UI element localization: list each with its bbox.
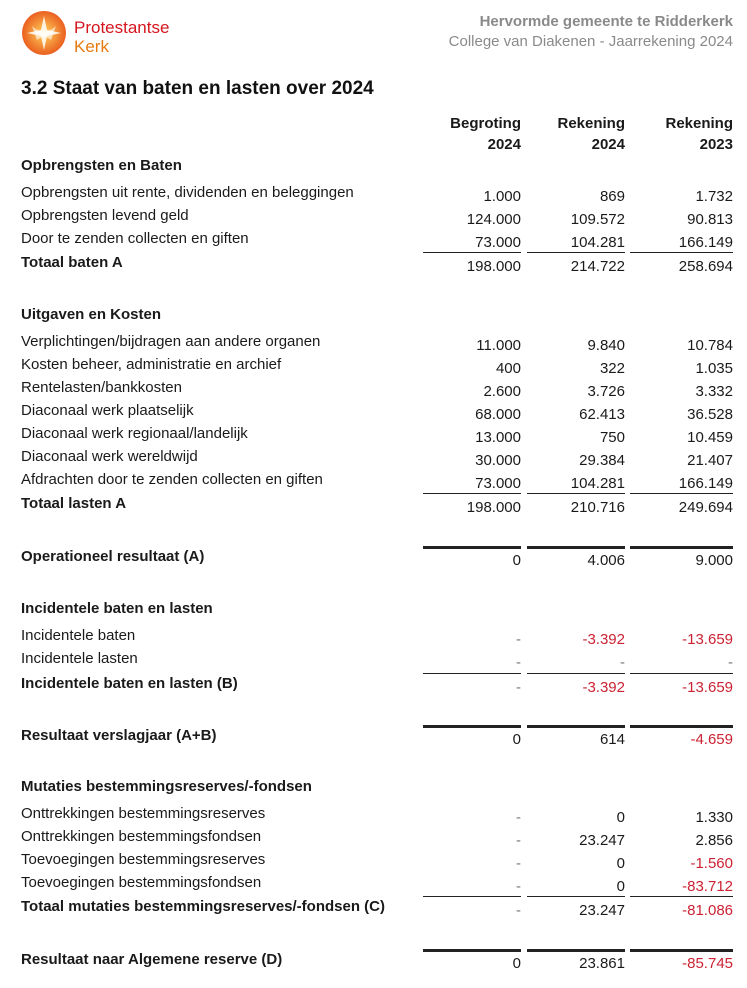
value-rekening-2023: 1.732 (695, 188, 733, 205)
total-row (0, 951, 747, 971)
value-rekening-2023: 1.330 (695, 809, 733, 826)
value-rekening-2023: 2.856 (695, 832, 733, 849)
table-row (0, 356, 747, 376)
row-label: Onttrekkingen bestemmingsreserves (21, 805, 266, 822)
subtotal-rule (527, 252, 625, 253)
value-begroting-2024: - (516, 679, 521, 696)
value-rekening-2024: 104.281 (570, 234, 625, 251)
table-row (0, 471, 747, 491)
row-label: Totaal mutaties bestemmingsreserves/-fondsen (C) (21, 898, 385, 915)
value-rekening-2024: 23.247 (579, 832, 625, 849)
row-label: Afdrachten door te zenden collecten en giften (21, 471, 323, 488)
value-rekening-2023: 9.000 (695, 552, 733, 569)
value-rekening-2024: 750 (599, 429, 625, 446)
table-row (0, 184, 747, 204)
table-row (0, 650, 747, 670)
document-name: College van Diakenen - Jaarrekening 2024 (448, 33, 733, 50)
row-label: Resultaat naar Algemene reserve (D) (21, 951, 283, 968)
value-begroting-2024: 400 (495, 360, 521, 377)
table-row (0, 828, 747, 848)
organization-name: Hervormde gemeente te Ridderkerk (479, 13, 733, 30)
row-label: Opbrengsten uit rente, dividenden en beleggingen (21, 184, 354, 201)
value-rekening-2023: - (728, 654, 733, 671)
value-rekening-2023: -13.659 (682, 679, 733, 696)
table-row (0, 333, 747, 353)
value-rekening-2024: 4.006 (587, 552, 625, 569)
value-begroting-2024: - (516, 654, 521, 671)
table-row (0, 402, 747, 422)
value-rekening-2023: 166.149 (678, 475, 733, 492)
value-rekening-2023: 21.407 (687, 452, 733, 469)
value-begroting-2024: 0 (512, 955, 521, 972)
subtotal-rule (527, 673, 625, 674)
subtotal-rule (527, 896, 625, 897)
table-row (0, 805, 747, 825)
column-header-line1: Rekening (665, 115, 733, 132)
value-begroting-2024: 124.000 (466, 211, 521, 228)
value-begroting-2024: - (516, 855, 521, 872)
column-header-line1: Rekening (557, 115, 625, 132)
value-rekening-2023: 36.528 (687, 406, 733, 423)
subtotal-rule (423, 673, 521, 674)
value-rekening-2023: 258.694 (678, 258, 733, 275)
value-rekening-2024: 210.716 (570, 499, 625, 516)
table-row (0, 851, 747, 871)
value-begroting-2024: 30.000 (475, 452, 521, 469)
column-header-line2: 2023 (699, 136, 733, 153)
value-begroting-2024: 11.000 (476, 337, 521, 354)
row-label: Totaal baten A (21, 254, 123, 271)
subtotal-rule (423, 493, 521, 494)
value-rekening-2024: 869 (599, 188, 625, 205)
row-label: Diaconaal werk regionaal/landelijk (21, 425, 248, 442)
total-row (0, 727, 747, 747)
value-begroting-2024: 198.000 (466, 499, 521, 516)
subtotal-rule (527, 493, 625, 494)
page-title: 3.2 Staat van baten en lasten over 2024 (21, 78, 374, 99)
value-rekening-2024: - (620, 654, 625, 671)
column-header-line1: Begroting (450, 115, 521, 132)
value-rekening-2023: -4.659 (690, 731, 733, 748)
value-rekening-2023: 10.784 (687, 337, 733, 354)
total-row (0, 675, 747, 695)
value-rekening-2024: 23.861 (579, 955, 625, 972)
subtotal-rule (423, 896, 521, 897)
section-heading-baten: Opbrengsten en Baten (21, 157, 182, 174)
value-begroting-2024: 68.000 (475, 406, 521, 423)
total-row (0, 898, 747, 918)
value-rekening-2023: 3.332 (695, 383, 733, 400)
value-begroting-2024: 198.000 (466, 258, 521, 275)
value-rekening-2023: 249.694 (678, 499, 733, 516)
value-begroting-2024: 13.000 (475, 429, 521, 446)
row-label: Diaconaal werk wereldwijd (21, 448, 198, 465)
value-rekening-2023: -85.745 (682, 955, 733, 972)
value-rekening-2024: 0 (616, 855, 625, 872)
column-header-rekening-2024 (515, 113, 625, 155)
row-label: Totaal lasten A (21, 495, 127, 512)
section-heading-lasten: Uitgaven en Kosten (21, 306, 162, 323)
row-label: Verplichtingen/bijdragen aan andere organen (21, 333, 321, 350)
value-rekening-2024: 322 (599, 360, 625, 377)
value-begroting-2024: 0 (512, 552, 521, 569)
value-rekening-2023: 10.459 (687, 429, 733, 446)
value-begroting-2024: - (516, 832, 521, 849)
value-begroting-2024: 2.600 (483, 383, 521, 400)
total-row (0, 548, 747, 568)
value-rekening-2023: -1.560 (690, 855, 733, 872)
value-begroting-2024: - (516, 902, 521, 919)
brand-name-line2: Kerk (74, 37, 109, 56)
value-begroting-2024: - (516, 878, 521, 895)
value-rekening-2024: 614 (599, 731, 625, 748)
column-header-rekening-2023 (623, 113, 733, 155)
row-label: Resultaat verslagjaar (A+B) (21, 727, 217, 744)
value-rekening-2024: 104.281 (570, 475, 625, 492)
row-label: Incidentele lasten (21, 650, 138, 667)
column-header-line2: 2024 (591, 136, 625, 153)
value-rekening-2024: 62.413 (579, 406, 625, 423)
value-rekening-2023: -81.086 (682, 902, 733, 919)
value-begroting-2024: 0 (512, 731, 521, 748)
row-label: Incidentele baten (21, 627, 136, 644)
value-rekening-2024: -3.392 (582, 631, 625, 648)
value-begroting-2024: 73.000 (475, 475, 521, 492)
value-rekening-2024: 214.722 (570, 258, 625, 275)
brand-name-line1: Protestantse (74, 18, 170, 37)
row-label: Rentelasten/bankkosten (21, 379, 182, 396)
row-label: Kosten beheer, administratie en archief (21, 356, 282, 373)
value-rekening-2023: 1.035 (695, 360, 733, 377)
subtotal-rule (630, 493, 733, 494)
subtotal-rule (630, 896, 733, 897)
subtotal-rule (630, 252, 733, 253)
value-rekening-2024: -3.392 (582, 679, 625, 696)
value-rekening-2024: 29.384 (579, 452, 625, 469)
table-row (0, 230, 747, 250)
brand-logo (21, 10, 211, 62)
table-row (0, 627, 747, 647)
table-row (0, 425, 747, 445)
row-label: Onttrekkingen bestemmingsfondsen (21, 828, 262, 845)
row-label: Opbrengsten levend geld (21, 207, 189, 224)
value-rekening-2024: 9.840 (587, 337, 625, 354)
section-heading-mutaties: Mutaties bestemmingsreserves/-fondsen (21, 778, 312, 795)
value-rekening-2023: 166.149 (678, 234, 733, 251)
value-begroting-2024: - (516, 631, 521, 648)
value-rekening-2023: -13.659 (682, 631, 733, 648)
row-label: Operationeel resultaat (A) (21, 548, 205, 565)
total-row (0, 254, 747, 274)
value-begroting-2024: 73.000 (475, 234, 521, 251)
column-header-line2: 2024 (487, 136, 521, 153)
value-begroting-2024: - (516, 809, 521, 826)
row-label: Diaconaal werk plaatselijk (21, 402, 194, 419)
table-row (0, 207, 747, 227)
value-rekening-2024: 109.572 (570, 211, 625, 228)
column-header-begroting-2024 (411, 113, 521, 155)
value-rekening-2023: 90.813 (687, 211, 733, 228)
subtotal-rule (630, 673, 733, 674)
value-rekening-2024: 0 (616, 809, 625, 826)
row-label: Door te zenden collecten en giften (21, 230, 249, 247)
value-rekening-2024: 23.247 (579, 902, 625, 919)
table-row (0, 379, 747, 399)
value-begroting-2024: 1.000 (483, 188, 521, 205)
row-label: Toevoegingen bestemmingsreserves (21, 851, 266, 868)
value-rekening-2023: -83.712 (682, 878, 733, 895)
row-label: Toevoegingen bestemmingsfondsen (21, 874, 262, 891)
table-row (0, 448, 747, 468)
subtotal-rule (423, 252, 521, 253)
total-row (0, 495, 747, 515)
table-row (0, 874, 747, 894)
value-rekening-2024: 3.726 (587, 383, 625, 400)
row-label: Incidentele baten en lasten (B) (21, 675, 238, 692)
section-heading-incidenteel: Incidentele baten en lasten (21, 600, 213, 617)
document-header (449, 12, 733, 52)
value-rekening-2024: 0 (616, 878, 625, 895)
church-logo-icon (21, 10, 67, 56)
